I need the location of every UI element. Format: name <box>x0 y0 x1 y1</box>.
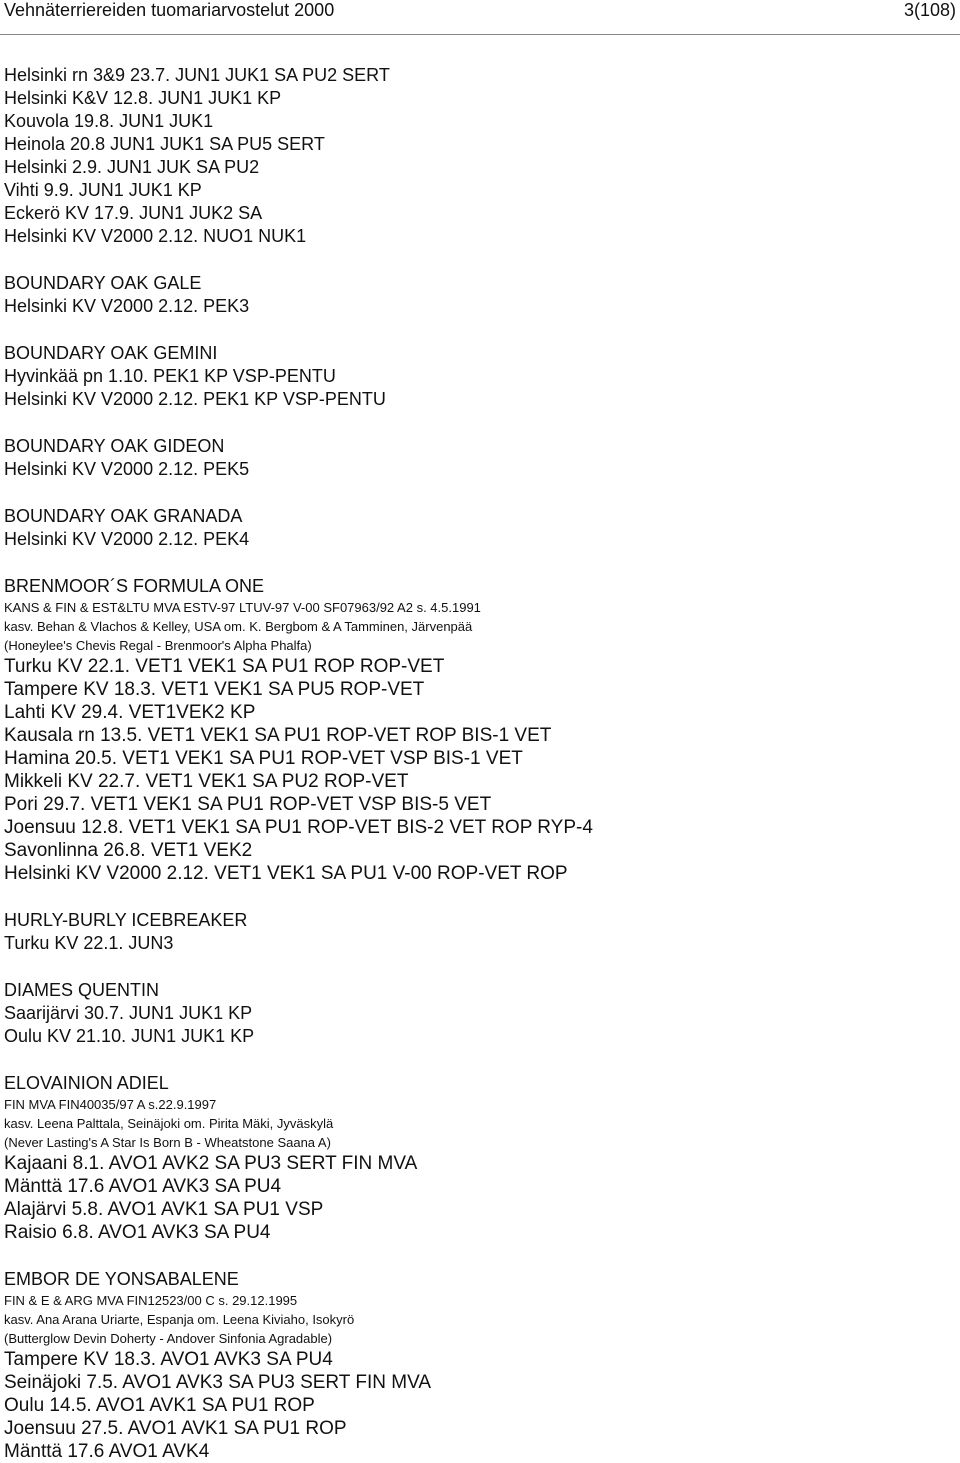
dog-name: ELOVAINION ADIEL <box>4 1073 169 1093</box>
dog-registration: FIN & E & ARG MVA FIN12523/00 C s. 29.12.1995 <box>4 1293 298 1308</box>
result-line: Lahti KV 29.4. VET1VEK2 KP <box>4 702 256 723</box>
result-line: Heinola 20.8 JUN1 JUK1 SA PU5 SERT <box>4 134 325 154</box>
result-line: Alajärvi 5.8. AVO1 AVK1 SA PU1 VSP <box>4 1199 324 1220</box>
result-line: Kouvola 19.8. JUN1 JUK1 <box>4 111 214 131</box>
result-line: Eckerö KV 17.9. JUN1 JUK2 SA <box>4 203 263 223</box>
result-line: Kajaani 8.1. AVO1 AVK2 SA PU3 SERT FIN MVA <box>4 1153 418 1174</box>
dog-name: BOUNDARY OAK GIDEON <box>4 436 225 456</box>
result-line: Helsinki 2.9. JUN1 JUK SA PU2 <box>4 157 260 177</box>
result-line: Mikkeli KV 22.7. VET1 VEK1 SA PU2 ROP-VET <box>4 771 409 792</box>
result-line: Mänttä 17.6 AVO1 AVK4 <box>4 1441 210 1462</box>
spacer <box>4 248 954 272</box>
page-number: 3(108) <box>903 0 956 20</box>
result-line: Turku KV 22.1. VET1 VEK1 SA PU1 ROP ROP-VET <box>4 656 445 677</box>
result-line: Vihti 9.9. JUN1 JUK1 KP <box>4 180 202 200</box>
dog-parents: (Never Lasting's A Star Is Born B - Wheatstone Saana A) <box>4 1135 331 1150</box>
result-line: Helsinki KV V2000 2.12. PEK4 <box>4 529 250 549</box>
dog-name: BOUNDARY OAK GALE <box>4 273 202 293</box>
result-line: Saarijärvi 30.7. JUN1 JUK1 KP <box>4 1003 253 1023</box>
result-line: Tampere KV 18.3. VET1 VEK1 SA PU5 ROP-VET <box>4 679 425 700</box>
dog-parents: (Butterglow Devin Doherty - Andover Sinfonia Agradable) <box>4 1331 333 1346</box>
dog-name: HURLY-BURLY ICEBREAKER <box>4 910 248 930</box>
result-line: Helsinki KV V2000 2.12. PEK1 KP VSP-PENTU <box>4 389 386 409</box>
spacer <box>4 885 954 909</box>
dog-name: EMBOR DE YONSABALENE <box>4 1269 239 1289</box>
result-line: Hamina 20.5. VET1 VEK1 SA PU1 ROP-VET VSP BIS-1 VET <box>4 748 523 769</box>
dog-breeder: kasv. Leena Palttala, Seinäjoki om. Pirita Mäki, Jyväskylä <box>4 1116 334 1131</box>
result-line: Helsinki KV V2000 2.12. VET1 VEK1 SA PU1 V-00 ROP-VET ROP <box>4 863 568 884</box>
spacer <box>4 481 954 505</box>
result-line: Kausala rn 13.5. VET1 VEK1 SA PU1 ROP-VET ROP BIS-1 VET <box>4 725 552 746</box>
result-line: Pori 29.7. VET1 VEK1 SA PU1 ROP-VET VSP BIS-5 VET <box>4 794 492 815</box>
result-line: Helsinki K&V 12.8. JUN1 JUK1 KP <box>4 88 282 108</box>
spacer <box>4 1244 954 1268</box>
result-line: Joensuu 27.5. AVO1 AVK1 SA PU1 ROP <box>4 1418 347 1439</box>
result-line: Helsinki KV V2000 2.12. PEK5 <box>4 459 250 479</box>
spacer <box>4 1048 954 1072</box>
spacer <box>4 955 954 979</box>
result-line: Hyvinkää pn 1.10. PEK1 KP VSP-PENTU <box>4 366 336 386</box>
result-line: Seinäjoki 7.5. AVO1 AVK3 SA PU3 SERT FIN MVA <box>4 1372 431 1393</box>
result-line: Helsinki KV V2000 2.12. NUO1 NUK1 <box>4 226 307 246</box>
dog-parents: (Honeylee's Chevis Regal - Brenmoor's Alpha Phalfa) <box>4 638 312 653</box>
dog-registration: FIN MVA FIN40035/97 A s.22.9.1997 <box>4 1097 217 1112</box>
dog-name: DIAMES QUENTIN <box>4 980 160 1000</box>
document-body <box>4 64 954 1463</box>
result-line: Turku KV 22.1. JUN3 <box>4 933 174 953</box>
result-line: Oulu 14.5. AVO1 AVK1 SA PU1 ROP <box>4 1395 315 1416</box>
spacer <box>4 551 954 575</box>
dog-breeder: kasv. Behan & Vlachos & Kelley, USA om. K. Bergbom & A Tamminen, Järvenpää <box>4 619 473 634</box>
spacer <box>4 318 954 342</box>
dog-name: BOUNDARY OAK GEMINI <box>4 343 218 363</box>
document-title: Vehnäterriereiden tuomariarvostelut 2000 <box>4 0 335 20</box>
result-line: Joensuu 12.8. VET1 VEK1 SA PU1 ROP-VET BIS-2 VET ROP RYP-4 <box>4 817 593 838</box>
result-line: Tampere KV 18.3. AVO1 AVK3 SA PU4 <box>4 1349 333 1370</box>
result-line: Raisio 6.8. AVO1 AVK3 SA PU4 <box>4 1222 271 1243</box>
result-line: Helsinki KV V2000 2.12. PEK3 <box>4 296 250 316</box>
dog-breeder: kasv. Ana Arana Uriarte, Espanja om. Leena Kiviaho, Isokyrö <box>4 1312 355 1327</box>
dog-name: BOUNDARY OAK GRANADA <box>4 506 243 526</box>
result-line: Savonlinna 26.8. VET1 VEK2 <box>4 840 253 861</box>
result-line: Oulu KV 21.10. JUN1 JUK1 KP <box>4 1026 255 1046</box>
result-line: Helsinki rn 3&9 23.7. JUN1 JUK1 SA PU2 SERT <box>4 65 390 85</box>
dog-registration: KANS & FIN & EST&LTU MVA ESTV-97 LTUV-97 V-00 SF07963/92 A2 s. 4.5.1991 <box>4 600 481 615</box>
page-header <box>0 0 960 35</box>
spacer <box>4 411 954 435</box>
result-line: Mänttä 17.6 AVO1 AVK3 SA PU4 <box>4 1176 282 1197</box>
dog-name: BRENMOOR´S FORMULA ONE <box>4 576 265 596</box>
